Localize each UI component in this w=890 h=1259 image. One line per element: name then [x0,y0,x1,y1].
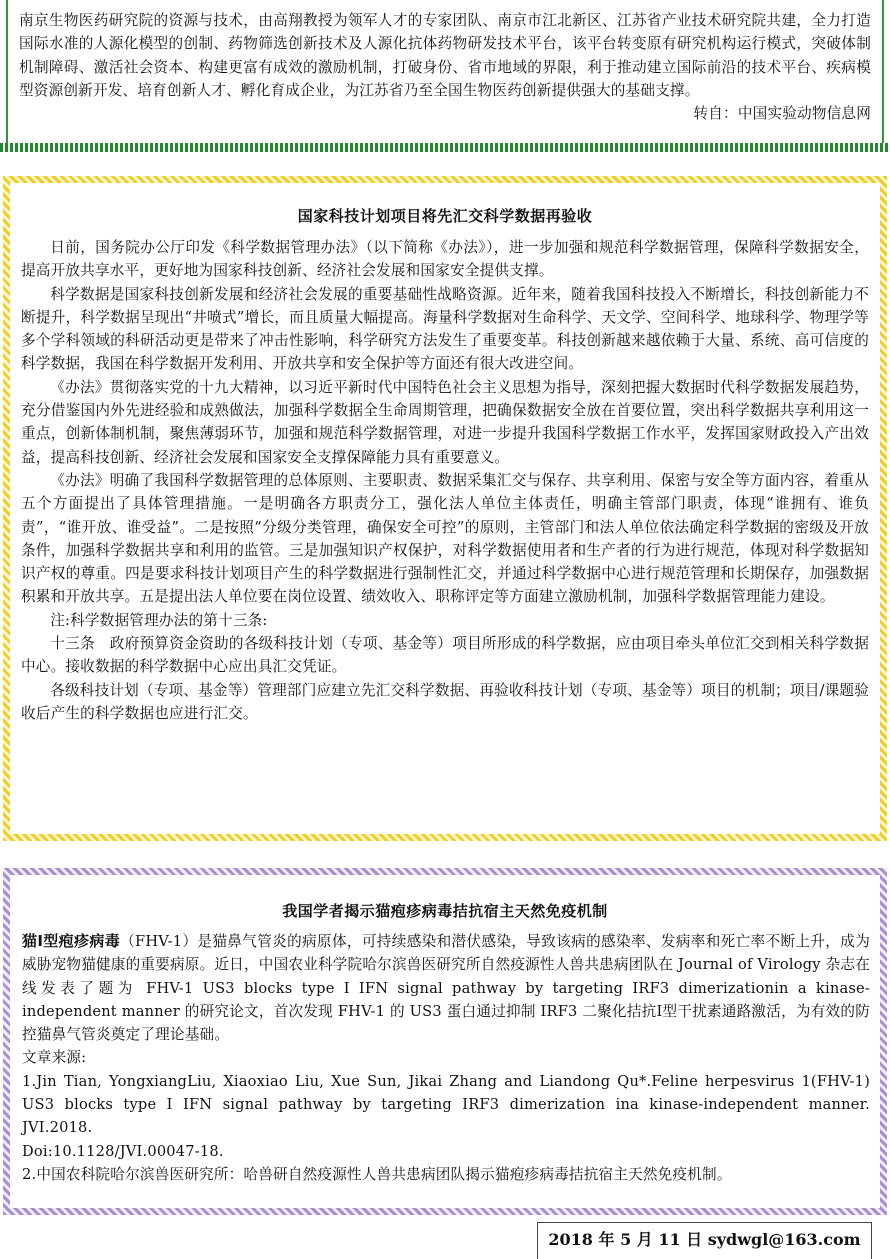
article-body [21,236,869,725]
intro-text: （FHV-1）是猫鼻气管炎的病原体，可持续感染和潜伏感染，导致该病的感染率、发病率和死亡率不断上升，成为威胁宠物猫健康的重要病原。近日，中国农业科学院哈尔滨兽医研究所自然疫源性人兽共患病团队在 Journal of Virology 杂志在线发表了题为 FHV-1 US3 blocks type I IFN signal pathway by targeting IRF3 dimerizationin a kinase-independent manner 的研究论文，首次发现 FHV-1 的 US3 蛋白通过抑制 IRF3 二聚化拮抗Ⅰ型干扰素通路激活，为有效的防控猫鼻气管炎奠定了理论基础。 [22,933,870,1044]
article-paragraph: 日前，国务院办公厅印发《科学数据管理办法》（以下简称《办法》），进一步加强和规范科学数据管理，保障科学数据安全，提高开放共享水平，更好地为国家科技创新、经济社会发展和国家安全提供支撑。 [21,239,869,280]
article-note: 注:科学数据管理办法的第十三条: [50,611,268,629]
article-paragraph: 十三条 政府预算资金资助的各级科技计划（专项、基金等）项目所形成的科学数据，应由项目牵头单位汇交到相关科学数据中心。接收数据的科学数据中心应出具汇交凭证。 [21,635,869,676]
article-paragraph: 《办法》贯彻落实党的十九大精神，以习近平新时代中国特色社会主义思想为指导，深刻把握大数据时代科学数据发展趋势，充分借鉴国内外先进经验和成熟做法，加强科学数据全生命周期管理，把确保数据安全放在首要位置，突出科学数据共享利用这一重点，创新体制机制，聚焦薄弱环节，加强和规范科学数据管理，对进一步提升我国科学数据工作水平，发挥国家财政投入产出效益，提高科技创新、经济社会发展和国家安全支撑保障能力具有重要意义。 [21,378,869,466]
source-note: 转自：中国实验动物信息网 [693,105,871,123]
article-paragraph: 科学数据是国家科技创新发展和经济社会发展的重要基础性战略资源。近年来，随着我国科技投入不断增长，科技创新能力不断提升，科学数据呈现出“井喷式”增长，而且质量大幅提高。海量科学数据对生命科学、天文学、空间科学、地球科学、物理学等多个学科领域的科研活动更是带来了冲击性影响，科学研究方法发生了重要变革。科技创新越来越依赖于大量、系统、高可信度的科学数据，我国在科学数据开发利用、开放共享和安全保护等方面还有很大改进空间。 [21,285,869,373]
article-title: 国家科技计划项目将先汇交科学数据再验收 [297,207,593,225]
institute-note-box [0,0,890,152]
footer-date-email: 2018 年 5 月 11 日 sydwgl@163.com [537,1222,872,1259]
fhv-article [3,868,887,1215]
reference-2: 2.中国农科院哈尔滨兽医研究所：哈兽研自然疫源性人兽共患病团队揭示猫疱疹病毒拮抗宿主天然免疫机制。 [22,1165,732,1183]
institute-note-text: 南京生物医药研究院的资源与技术，由高翔教授为领军人才的专家团队、南京市江北新区、江苏省产业技术研究院共建，全力打造国际水准的人源化模型的创制、药物筛选创新技术及人源化抗体药物研发技术平台，该平台转变原有研究机构运行模式，突破体制机制障碍、激活社会资本、构建更富有成效的激励机制，打破身份、省市地域的界限，利于推动建立国际前沿的技术平台、疾病模型资源创新开发、培育创新人才、孵化育成企业，为江苏省乃至全国生物医药创新提供强大的基础支撑。 转自：中国实验动物信息网 [19,9,871,102]
green-divider [0,143,890,152]
sources-label: 文章来源: [22,1049,87,1067]
article-title: 我国学者揭示猫疱疹病毒拮抗宿主天然免疫机制 [282,902,608,920]
science-data-article [3,176,887,841]
article-paragraph [22,930,870,1046]
article-paragraph: 《办法》明确了我国科学数据管理的总体原则、主要职责、数据采集汇交与保存、共享利用、保密与安全等方面内容，着重从五个方面提出了具体管理措施。一是明确各方职责分工，强化法人单位主体责任，明确主管部门职责，体现“谁拥有、谁负责”，“谁开放、谁受益”。二是按照“分级分类管理，确保安全可控”的原则，主管部门和法人单位依法确定科学数据的密级及开放条件，加强科学数据共享和利用的监管。三是加强知识产权保护，对科学数据使用者和生产者的行为进行规范，体现对科学数据知识产权的尊重。四是要求科技计划项目产生的科学数据进行强制性汇交，并通过科学数据中心进行规范管理和长期保存，加强数据积累和开放共享。五是提出法人单位要在岗位设置、绩效收入、职称评定等方面建立激励机制，加强科学数据管理能力建设。 [21,471,869,606]
institute-note-content [19,9,871,125]
article-paragraph: 各级科技计划（专项、基金等）管理部门应建立先汇交科学数据、再验收科技计划（专项、基金等）项目的机制；项目/课题验收后产生的科学数据也应进行汇交。 [21,681,869,722]
reference-1-doi: Doi:10.1128/JVI.00047-18. [22,1142,224,1160]
lead-term: 猫Ⅰ型疱疹病毒 [22,932,121,950]
article-body [22,930,870,1186]
reference-1: 1.Jin Tian, YongxiangLiu, Xiaoxiao Liu, Xue Sun, Jikai Zhang and Liandong Qu*.Feline herpesvirus 1(FHV-1) US3 blocks type I IFN signal pathway by targeting IRF3 dimerization ina kinase-independent manner. JVI.2018. [22,1072,870,1137]
